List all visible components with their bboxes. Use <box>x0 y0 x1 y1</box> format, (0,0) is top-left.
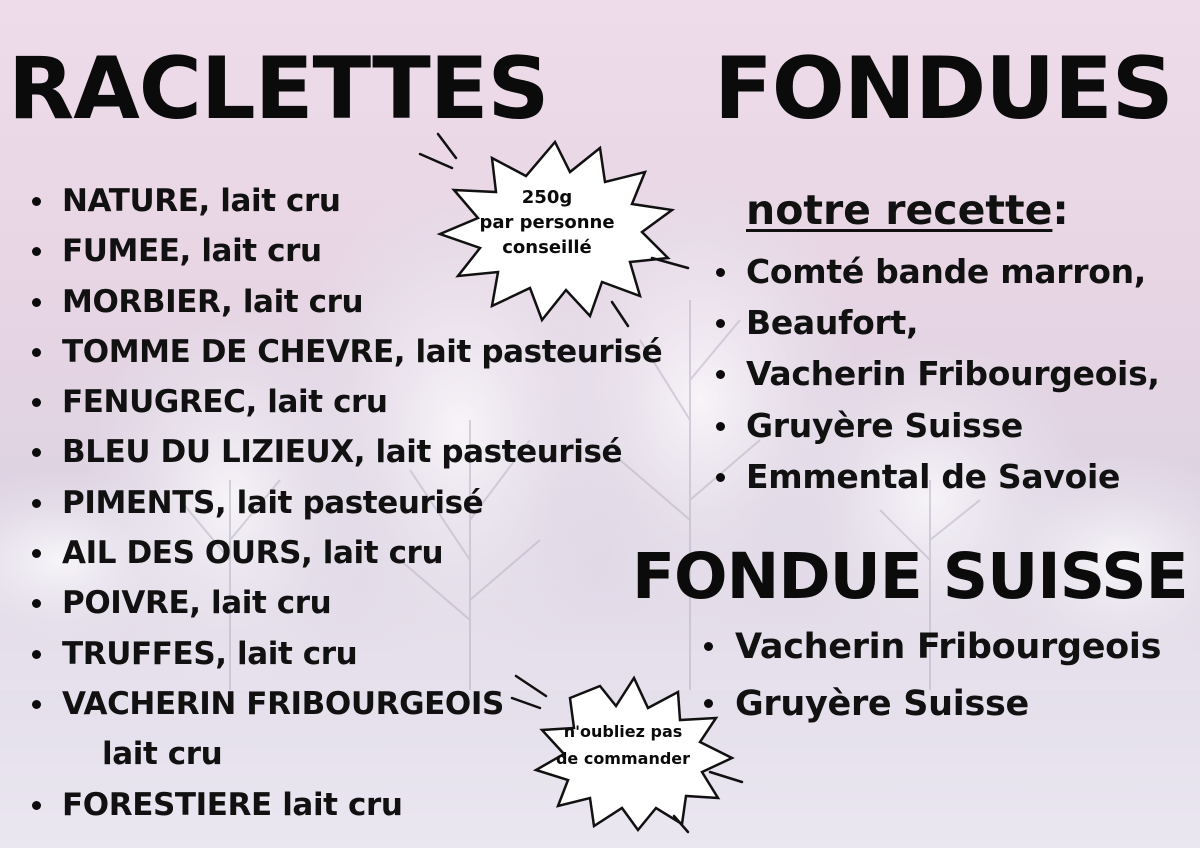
bullet-icon <box>32 247 41 256</box>
list-item-text: Comté bande marron, <box>746 252 1147 291</box>
bullet-icon <box>32 599 41 608</box>
list-item-text: lait cru <box>102 736 223 773</box>
list-item <box>32 528 662 578</box>
burst-line: n'oubliez pas <box>563 722 683 741</box>
bullet-icon <box>32 499 41 508</box>
list-item-text: VACHERIN FRIBOURGEOIS <box>62 685 504 722</box>
fondue-suisse-title: FONDUE SUISSE <box>632 540 1188 613</box>
bullet-icon <box>32 197 41 206</box>
list-item <box>716 348 1160 399</box>
list-item-text: AIL DES OURS, lait cru <box>62 535 444 572</box>
list-item <box>716 246 1160 297</box>
list-item-text: FENUGREC, lait cru <box>62 384 388 421</box>
fondues-title: FONDUES <box>714 39 1173 139</box>
list-item-text: Gruyère Suisse <box>735 684 1029 724</box>
list-item-text: FUMEE, lait cru <box>62 233 322 270</box>
bullet-icon <box>716 473 725 482</box>
list-item-text: Gruyère Suisse <box>746 405 1023 445</box>
list-item-text: TOMME DE CHEVRE, lait pasteurisé <box>62 333 663 370</box>
bullet-icon <box>716 268 725 277</box>
bullet-icon <box>716 370 725 379</box>
recipe-heading-colon: : <box>1052 186 1069 234</box>
bullet-icon <box>32 398 41 407</box>
bullet-icon <box>716 422 725 431</box>
bullet-icon <box>32 700 41 709</box>
list-item <box>32 427 662 477</box>
list-item <box>704 619 1161 676</box>
bullet-icon <box>32 650 41 659</box>
list-item-text: BLEU DU LIZIEUX, lait pasteurisé <box>62 434 623 471</box>
bullet-icon <box>32 801 41 810</box>
burst-line: 250g <box>521 187 573 208</box>
portion-burst-text <box>447 185 647 260</box>
list-item <box>704 676 1161 733</box>
list-item-text: Vacherin Fribourgeois <box>735 627 1162 667</box>
recipe-heading <box>746 186 1069 234</box>
list-item-text: POIVRE, lait cru <box>62 585 332 622</box>
fondue-recipe-list <box>716 246 1160 502</box>
fondue-suisse-list <box>704 619 1161 733</box>
list-item <box>32 377 662 427</box>
burst-line: de commander <box>555 749 691 768</box>
bullet-icon <box>704 642 713 651</box>
bullet-icon <box>716 319 725 328</box>
reminder-burst-text <box>538 718 708 772</box>
list-item-text: Vacherin Fribourgeois, <box>746 354 1160 394</box>
burst-line: conseillé <box>502 237 592 258</box>
bullet-icon <box>32 448 41 457</box>
list-item-text: Beaufort, <box>746 303 919 343</box>
bullet-icon <box>32 348 41 357</box>
list-item-text: NATURE, lait cru <box>62 183 341 219</box>
bullet-icon <box>32 549 41 558</box>
list-item-text: MORBIER, lait cru <box>62 283 364 320</box>
list-item-text: Emmental de Savoie <box>746 456 1121 496</box>
list-item-text: FORESTIERE lait cru <box>62 786 403 823</box>
bullet-icon <box>32 298 41 307</box>
list-item <box>716 400 1160 451</box>
burst-line: par personne <box>479 212 615 233</box>
list-item-text: TRUFFES, lait cru <box>62 635 358 672</box>
list-item-text: PIMENTS, lait pasteurisé <box>62 484 484 521</box>
list-item <box>32 578 662 628</box>
raclettes-title: RACLETTES <box>8 39 549 139</box>
list-item <box>32 478 662 528</box>
list-item <box>716 297 1160 348</box>
list-item <box>716 451 1160 502</box>
list-item <box>32 327 662 377</box>
recipe-heading-text: notre recette <box>746 186 1053 234</box>
